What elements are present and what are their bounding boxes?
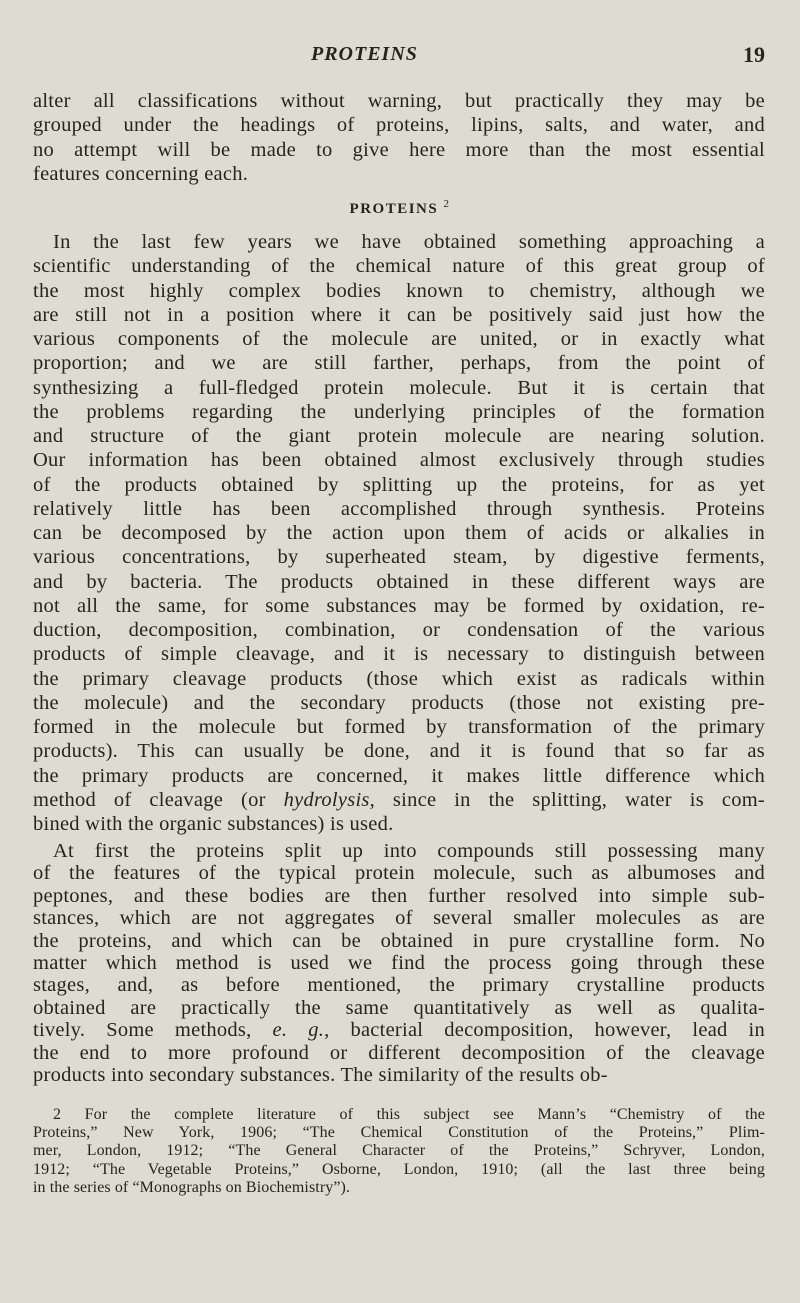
text-line: At first the proteins split up into compounds still possessing many xyxy=(53,840,765,862)
text-line: matter which method is used we find the process going through these xyxy=(33,951,765,974)
text-line: can be decomposed by the action upon them of acids or alkalies in xyxy=(33,522,765,544)
page-number: 19 xyxy=(743,42,765,67)
text-line: relatively little has been accomplished through synthesis. Proteins xyxy=(33,497,765,520)
text-line: obtained are practically the same quantitatively as well as qualita- xyxy=(33,996,765,1019)
text-line: are still not in a position where it can be positively said just how the xyxy=(33,303,765,326)
text-line: products of simple cleavage, and it is necessary to distinguish between xyxy=(33,643,765,666)
text-line: and by bacteria. The products obtained in these different ways are xyxy=(33,570,765,593)
text-line xyxy=(33,1019,765,1041)
text-line: stages, and, as before mentioned, the primary crystalline products xyxy=(33,974,765,997)
text-line: products into secondary substances. The similarity of the results ob- xyxy=(33,1063,608,1086)
italic-text: hydrolysis xyxy=(283,788,370,811)
text-line: and structure of the giant protein molecule are nearing solution. xyxy=(33,425,765,447)
text-line xyxy=(33,788,765,812)
footnote-ref: 2 xyxy=(443,198,451,210)
text-line: the molecule) and the secondary products (those not existing pre- xyxy=(33,691,765,714)
text-line: the end to more profound or different decomposition of the cleavage xyxy=(33,1041,765,1064)
running-title: PROTEINS xyxy=(311,43,418,65)
text-segment: method of cleavage (or xyxy=(33,788,284,811)
text-line: 1912; “The Vegetable Proteins,” Osborne, London, 1910; (all the last three being xyxy=(33,1160,765,1178)
footnote xyxy=(33,1106,765,1197)
text-line: grouped under the headings of proteins, lipins, salts, and water, and xyxy=(33,114,765,137)
text-line: various components of the molecule are united, or in exactly what xyxy=(33,328,765,350)
text-line: stances, which are not aggregates of several smaller molecules as are xyxy=(33,907,765,930)
text-line: Our information has been obtained almost exclusively through studies xyxy=(33,449,765,472)
text-line: bined with the organic substances) is used. xyxy=(33,813,394,835)
text-line: in the series of “Monographs on Biochemistry”). xyxy=(33,1178,351,1196)
text-segment: tively. Some methods, xyxy=(33,1019,273,1042)
paragraph-2 xyxy=(33,230,765,836)
text-line: of the features of the typical protein molecule, such as albumoses and xyxy=(33,862,765,885)
text-line: formed in the molecule but formed by transformation of the primary xyxy=(33,716,765,738)
text-line: duction, decomposition, combination, or condensation of the various xyxy=(33,619,765,641)
text-line: not all the same, for some substances may be formed by oxidation, re- xyxy=(33,594,765,617)
text-line: synthesizing a full-fledged protein molecule. But it is certain that xyxy=(33,376,765,399)
text-segment: , bacterial decomposition, however, lead in xyxy=(324,1019,765,1042)
text-line: the problems regarding the underlying principles of the formation xyxy=(33,400,765,423)
text-line: products). This can usually be done, and it is found that so far as xyxy=(33,740,765,763)
text-line: alter all classifications without warning, but practically they may be xyxy=(33,90,765,112)
section-heading-text: PROTEINS xyxy=(349,201,439,217)
text-line: mer, London, 1912; “The General Character of the Proteins,” Schryver, London, xyxy=(33,1142,765,1160)
text-segment: , since in the splitting, water is com- xyxy=(369,788,765,811)
text-line: scientific understanding of the chemical nature of this great group of xyxy=(33,255,765,278)
text-line: peptones, and these bodies are then further resolved into simple sub- xyxy=(33,884,765,907)
text-line: no attempt will be made to give here more than the most essential xyxy=(33,138,765,161)
text-line: 2 For the complete literature of this subject see Mann’s “Chemistry of the xyxy=(53,1106,765,1123)
text-line: proportion; and we are still farther, perhaps, from the point of xyxy=(33,352,765,375)
section-heading xyxy=(0,198,800,218)
paragraph-3 xyxy=(33,840,765,1086)
text-line: the primary cleavage products (those which exist as radicals within xyxy=(33,667,765,690)
text-line: Proteins,” New York, 1906; “The Chemical Constitution of the Proteins,” Plim- xyxy=(33,1124,765,1142)
text-line: the primary products are concerned, it makes little difference which xyxy=(33,764,765,787)
text-line: of the products obtained by splitting up the proteins, for as yet xyxy=(33,473,765,496)
text-line: features concerning each. xyxy=(33,162,249,185)
italic-text: e. g. xyxy=(272,1019,325,1042)
text-line: In the last few years we have obtained something approaching a xyxy=(53,231,765,253)
text-line: various concentrations, by superheated steam, by digestive ferments, xyxy=(33,546,765,569)
text-line: the proteins, and which can be obtained in pure crystalline form. No xyxy=(33,929,765,952)
text-line: the most highly complex bodies known to chemistry, although we xyxy=(33,279,765,302)
paragraph-1 xyxy=(33,89,765,186)
